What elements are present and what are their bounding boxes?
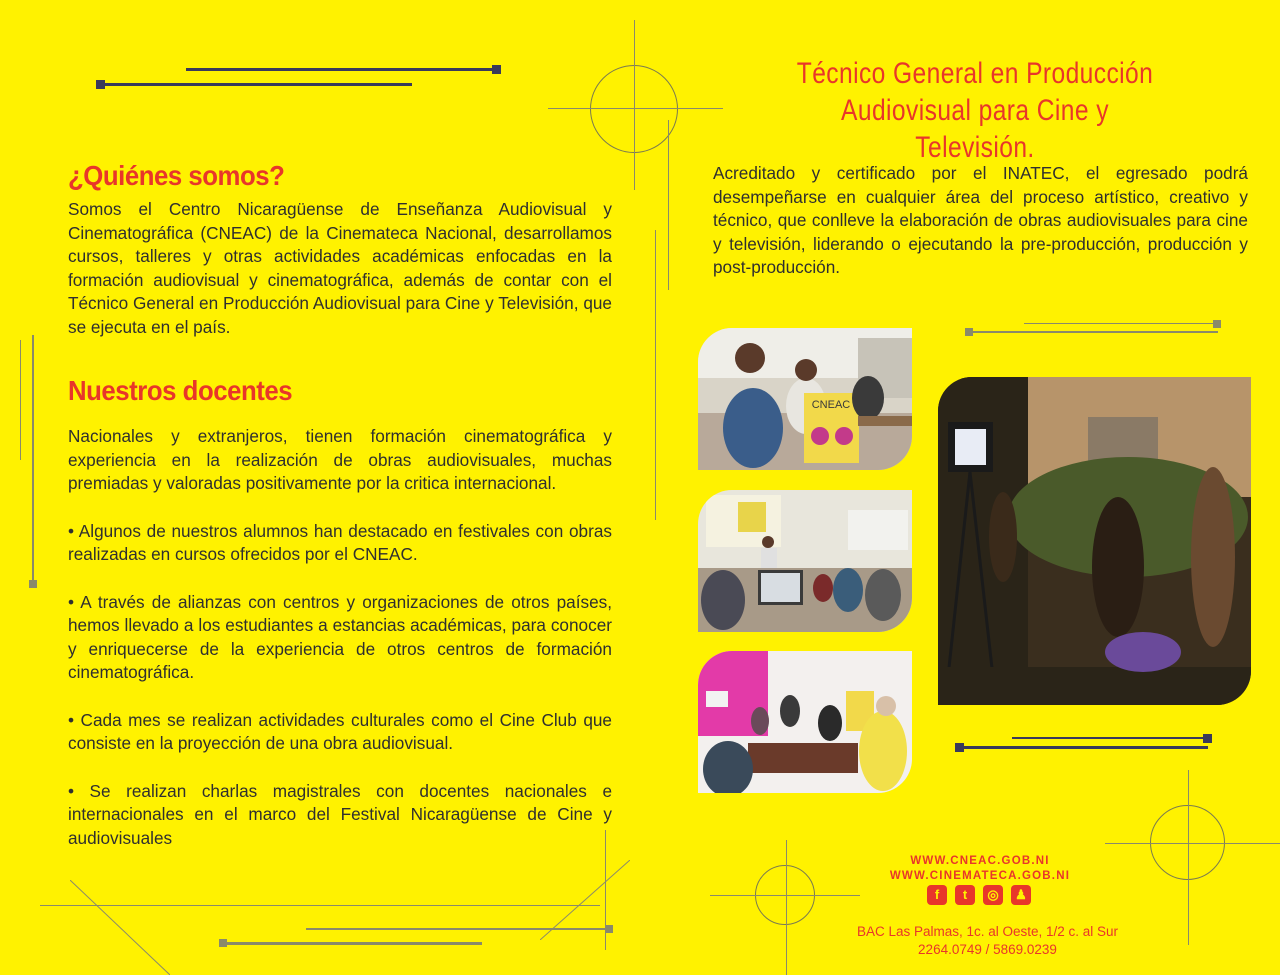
decor-line — [100, 83, 412, 86]
decor-line — [1105, 843, 1280, 844]
decor-line — [186, 68, 498, 71]
about-heading: ¿Quiénes somos? — [68, 160, 285, 191]
teachers-bullet: • Algunos de nuestros alumnos han destacado en festivales con obras realizadas en cursos ofrecidos por el CNEAC. — [68, 520, 612, 564]
decor-line — [968, 331, 1218, 333]
decor-line — [710, 895, 860, 896]
photo-classroom-3 — [698, 651, 912, 793]
decor-line — [20, 340, 21, 460]
decor-line — [548, 108, 723, 109]
website-link-cneac[interactable]: WWW.CNEAC.GOB.NI — [910, 855, 1050, 867]
about-text: Somos el Centro Nicaragüense de Enseñanza Audiovisual y Cinematográfica (CNEAC) de la Cinemateca Nacional, desarrollamos cursos, talleres y otras actividades académicas enfocadas en la formación audiovisual y cinematográfica, además de contar con el Técnico General en Producción Audiovisual para Cine y Televisión, que se ejecuta en el país. — [68, 199, 612, 337]
decor-square — [219, 939, 227, 947]
decor-square — [492, 65, 501, 74]
twitter-icon[interactable]: t — [955, 885, 975, 905]
instagram-icon[interactable]: ◎ — [983, 885, 1003, 905]
decor-square — [955, 743, 964, 752]
photo-film-set — [938, 377, 1251, 705]
program-title — [782, 55, 1167, 166]
decor-line — [655, 230, 656, 520]
decor-line — [1024, 323, 1218, 324]
facebook-icon[interactable]: f — [927, 885, 947, 905]
decor-line — [958, 746, 1208, 749]
address: BAC Las Palmas, 1c. al Oeste, 1/2 c. al Sur — [856, 924, 1119, 939]
photo-sign-text: CNEAC — [811, 399, 851, 411]
decor-line — [222, 942, 482, 945]
teachers-bullet: • Se realizan charlas magistrales con docentes nacionales e internacionales en el marco del Festival Nicaragüense de Cine y audiovisuales — [68, 780, 612, 848]
decor-line — [634, 20, 635, 190]
snapchat-icon[interactable]: ♟ — [1011, 885, 1031, 905]
phone-numbers: 2264.0749 / 5869.0239 — [918, 942, 1057, 957]
decor-square — [96, 80, 105, 89]
decor-line — [786, 840, 787, 975]
program-description: Acreditado y certificado por el INATEC, el egresado podrá desempeñarse en cualquier área del proceso artístico, creativo y técnico, que conlleve la elaboración de obras audiovisuales para cine y televisión, liderando o ejecutando la pre-producción, producción y post-producción. — [713, 163, 1248, 277]
photo-classroom-2 — [698, 490, 912, 632]
decor-line — [32, 335, 34, 585]
website-link-cinemateca[interactable]: WWW.CINEMATECA.GOB.NI — [889, 870, 1071, 882]
decor-line — [1188, 770, 1189, 945]
decor-square — [965, 328, 973, 336]
decor-diagonal — [540, 860, 630, 940]
program-title-line2: Audiovisual para Cine y Televisión. — [841, 94, 1109, 164]
decor-line — [668, 120, 669, 290]
teachers-intro: Nacionales y extranjeros, tienen formación cinematográfica y experiencia en la realización de obras audiovisuales, muchas premiadas y valoradas positivamente por la critica internacional. — [68, 426, 612, 493]
decor-square — [1213, 320, 1221, 328]
decor-diagonal — [70, 880, 170, 975]
teachers-heading: Nuestros docentes — [68, 375, 293, 406]
decor-line — [1012, 737, 1208, 739]
teachers-bullet: • Cada mes se realizan actividades culturales como el Cine Club que consiste en la proyección de una obra audiovisual. — [68, 709, 612, 753]
teachers-bullet: • A través de alianzas con centros y organizaciones de otros países, hemos llevado a los estudiantes a estancias académicas, para conocer y enriquecerse de la experiencia de otros centros de formación cinematográfica. — [68, 591, 612, 682]
left-column — [68, 160, 612, 850]
photo-classroom-1 — [698, 328, 912, 470]
program-title-line1: Técnico General en Producción — [796, 57, 1154, 90]
decor-square — [29, 580, 37, 588]
social-icons — [927, 885, 1031, 905]
